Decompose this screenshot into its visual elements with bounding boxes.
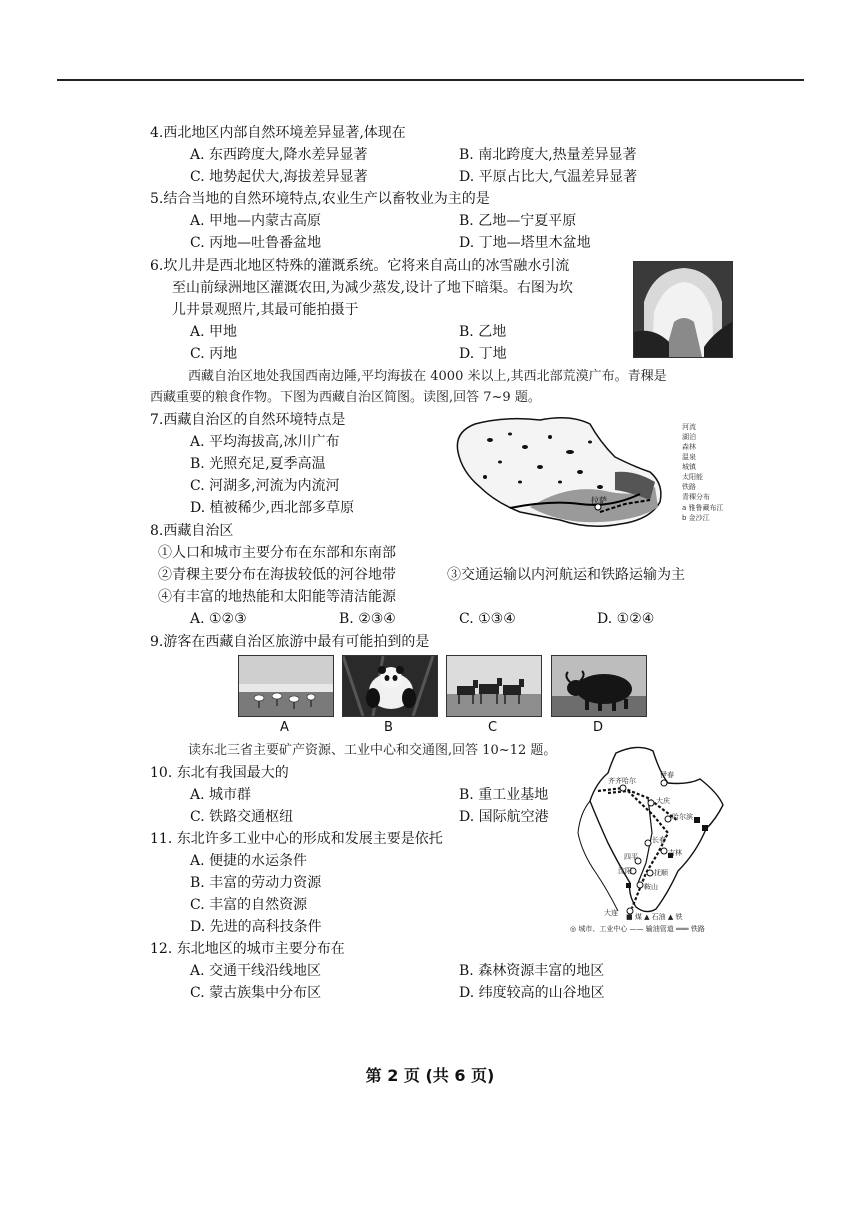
q6-stem-line3: 儿井景观照片,其最可能拍摄于 [172,302,359,318]
q8-stem: 8.西藏自治区 [150,523,234,539]
q4-option-b[interactable]: B. 南北跨度大,热量差异显著 [459,147,637,163]
q11-stem: 11. 东北许多工业中心的形成和发展主要是依托 [150,831,443,847]
q12-stem: 12. 东北地区的城市主要分布在 [150,941,345,957]
q6-option-a[interactable]: A. 甲地 [190,324,238,340]
q10-option-c[interactable]: C. 铁路交通枢纽 [190,809,294,825]
northeast-map [568,743,733,935]
legend-barley: 青稞分布 [682,493,710,501]
legend-b: b 金沙江 [682,514,710,522]
ne-map-legend-resources: ■ 煤 ▲ 石油 ▲ 铁 [626,913,683,921]
q5-option-a[interactable]: A. 甲地—内蒙古高原 [190,213,322,229]
q10-option-a[interactable]: A. 城市群 [190,787,252,803]
q6-option-c[interactable]: C. 丙地 [190,346,238,362]
q11-option-b[interactable]: B. 丰富的劳动力资源 [190,875,322,891]
q9-label-b: B [384,720,393,735]
ne-city-harbin: 哈尔滨 [672,813,693,821]
q10-option-d[interactable]: D. 国际航空港 [459,809,549,825]
q5-option-b[interactable]: B. 乙地—宁夏平原 [459,213,577,229]
q9-label-c: C [488,720,498,735]
ne-intro: 读东北三省主要矿产资源、工业中心和交通图,回答 10~12 题。 [188,743,557,758]
legend-lake: 湖泊 [682,433,696,441]
q9-stem: 9.游客在西藏自治区旅游中最有可能拍到的是 [150,634,430,650]
q9-photo-a-cranes[interactable] [238,655,334,717]
q12-option-d[interactable]: D. 纬度较高的山谷地区 [459,985,605,1001]
ne-city-dalian: 大连 [604,909,618,917]
ne-city-anshan: 鞍山 [644,883,658,891]
legend-a: a 雅鲁藏布江 [682,504,724,512]
q9-photo-d-yak[interactable] [551,655,647,717]
q11-option-c[interactable]: C. 丰富的自然资源 [190,897,308,913]
legend-solar: 太阳能 [682,473,703,481]
tibet-map-city-lhasa: 拉萨 [591,496,607,505]
ne-city-yichun: 伊春 [660,771,674,779]
ne-city-siping: 四平 [624,853,638,861]
tibet-map [450,412,725,534]
q12-option-b[interactable]: B. 森林资源丰富的地区 [459,963,605,979]
q4-stem: 4.西北地区内部自然环境差异显著,体现在 [150,125,406,141]
q7-option-b[interactable]: B. 光照充足,夏季高温 [190,456,326,472]
karez-photo [633,261,733,358]
q5-option-c[interactable]: C. 丙地—吐鲁番盆地 [190,235,322,251]
ne-city-fushun: 抚顺 [654,869,668,877]
q12-option-a[interactable]: A. 交通干线沿线地区 [190,963,322,979]
ne-city-changchun: 长春 [652,836,666,844]
q8-option-c[interactable]: C. ①③④ [459,611,516,627]
legend-forest: 森林 [682,443,696,451]
q5-option-d[interactable]: D. 丁地—塔里木盆地 [459,235,591,251]
q12-option-c[interactable]: C. 蒙古族集中分布区 [190,985,322,1001]
q8-option-a[interactable]: A. ①②③ [190,611,247,627]
ne-map-legend-lines: ◎ 城市、工业中心 —— 输油管道 ═══ 铁路 [570,925,705,933]
q11-option-d[interactable]: D. 先进的高科技条件 [190,919,322,935]
ne-city-shenyang: 沈阳 [618,867,632,875]
q9-photo-c-horses[interactable] [446,655,542,717]
top-rule [57,79,804,81]
q8-statement-1: ①人口和城市主要分布在东部和东南部 [158,545,396,561]
q4-option-c[interactable]: C. 地势起伏大,海拔差异显著 [190,169,368,185]
ne-city-daqing: 大庆 [656,797,670,805]
q10-option-b[interactable]: B. 重工业基地 [459,787,549,803]
q8-option-b[interactable]: B. ②③④ [339,611,396,627]
q7-option-a[interactable]: A. 平均海拔高,冰川广布 [190,434,340,450]
q4-option-d[interactable]: D. 平原占比大,气温差异显著 [459,169,638,185]
q9-label-a: A [280,720,289,735]
q5-stem: 5.结合当地的自然环境特点,农业生产以畜牧业为主的是 [150,191,490,207]
q11-option-a[interactable]: A. 便捷的水运条件 [190,853,308,869]
q9-label-d: D [593,720,604,735]
q8-option-d[interactable]: D. ①②④ [597,611,655,627]
tibet-intro-line1: 西藏自治区地处我国西南边陲,平均海拔在 4000 米以上,其西北部荒漠广布。青稞是 [188,369,667,384]
q4-option-a[interactable]: A. 东西跨度大,降水差异显著 [190,147,368,163]
page-footer: 第 2 页 (共 6 页) [365,1066,495,1085]
ne-city-jilin: 吉林 [668,849,682,857]
q9-photo-b-panda[interactable] [342,655,438,717]
q8-statement-2: ②青稞主要分布在海拔较低的河谷地带 [158,567,396,583]
legend-river: 河流 [682,423,696,431]
q8-statement-3: ③交通运输以内河航运和铁路运输为主 [447,567,685,583]
q7-stem: 7.西藏自治区的自然环境特点是 [150,412,346,428]
tibet-intro-line2: 西藏重要的粮食作物。下图为西藏自治区简图。读图,回答 7~9 题。 [150,390,541,405]
q10-stem: 10. 东北有我国最大的 [150,765,289,781]
q7-option-d[interactable]: D. 植被稀少,西北部多草原 [190,500,355,516]
q8-statement-4: ④有丰富的地热能和太阳能等清洁能源 [158,589,396,605]
ne-city-qiqihar: 齐齐哈尔 [608,777,636,785]
q6-option-b[interactable]: B. 乙地 [459,324,507,340]
q6-stem-line2: 至山前绿洲地区灌溉农田,为减少蒸发,设计了地下暗渠。右图为坎 [172,280,573,296]
q6-option-d[interactable]: D. 丁地 [459,346,507,362]
q6-stem-line1: 6.坎儿井是西北地区特殊的灌溉系统。它将来自高山的冰雪融水引流 [150,258,570,274]
q7-option-c[interactable]: C. 河湖多,河流为内流河 [190,478,340,494]
legend-town: 城镇 [682,463,696,471]
legend-railway: 铁路 [682,483,696,491]
legend-hotspring: 温泉 [682,453,696,461]
